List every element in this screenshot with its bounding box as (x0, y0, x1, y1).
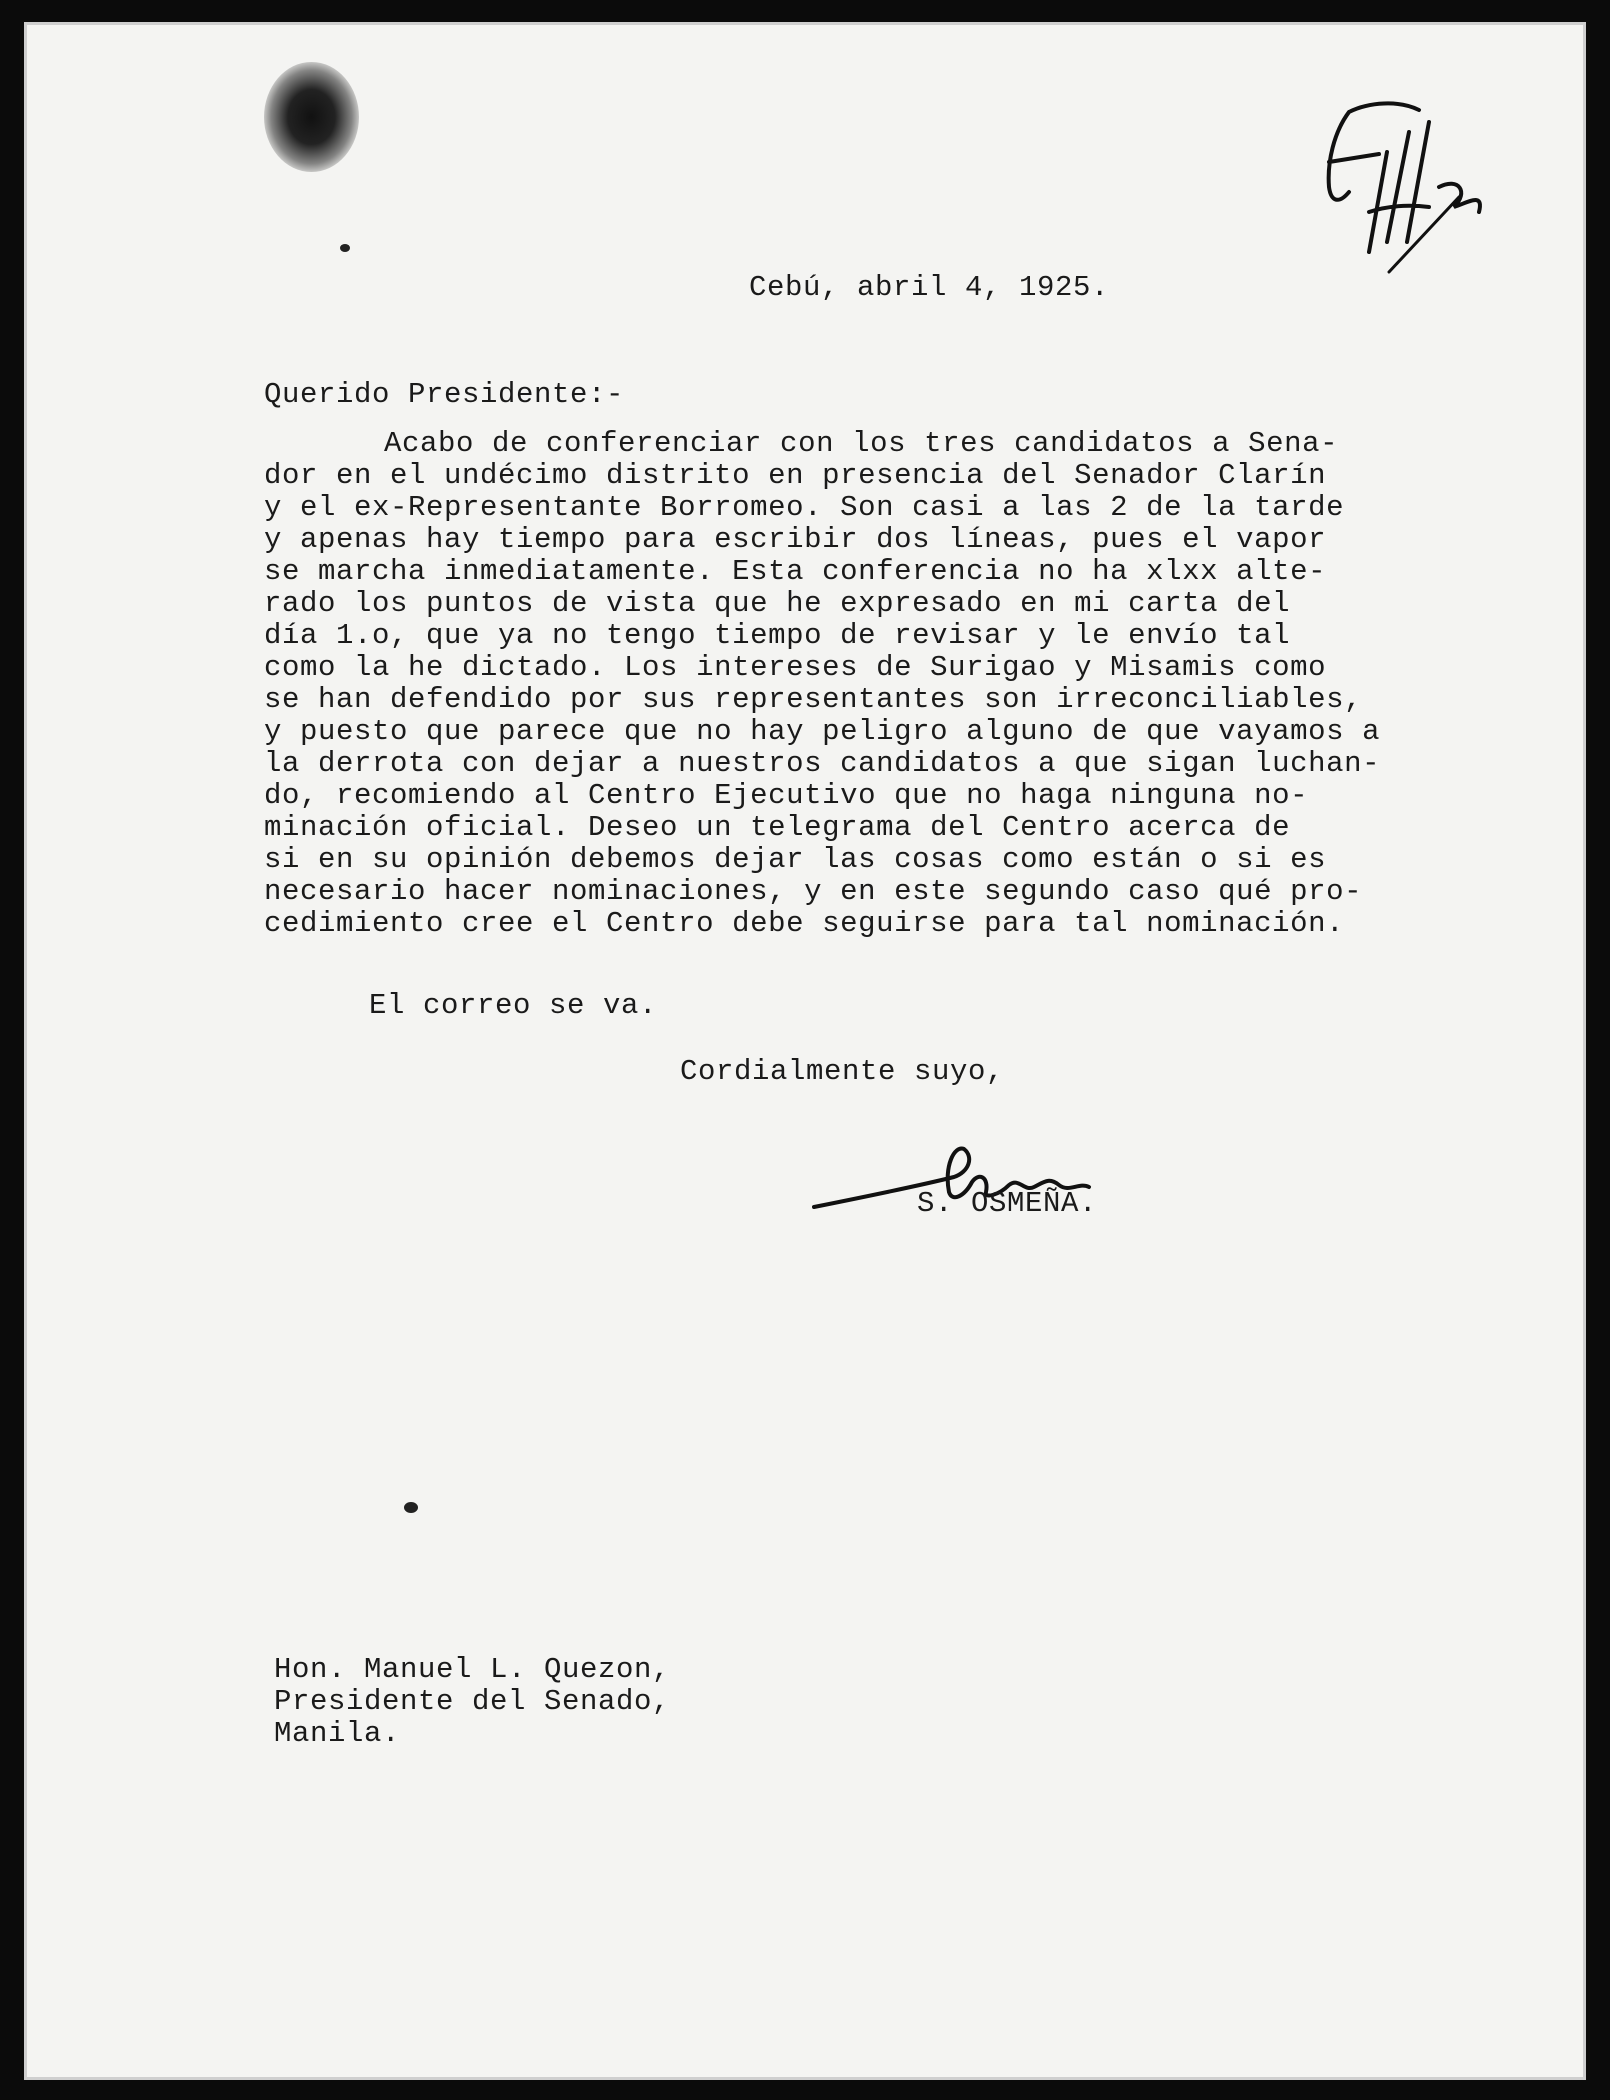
body-line: se han defendido por sus representantes son irreconciliables, (264, 683, 1363, 716)
body-line: dor en el undécimo distrito en presencia del Senador Clarín (264, 459, 1327, 492)
ink-speck (404, 1502, 418, 1513)
body-line: Acabo de conferenciar con los tres candidatos a Sena- (384, 427, 1339, 460)
body-line: se marcha inmediatamente. Esta conferencia no ha xlxx alte- (264, 555, 1327, 588)
closing: Cordialmente suyo, (680, 1055, 1005, 1088)
body-line: do, recomiendo al Centro Ejecutivo que no haga ninguna no- (264, 779, 1309, 812)
addressee-line: Manila. (274, 1717, 401, 1750)
letter-page (24, 22, 1586, 2080)
signature-name: S. OSMEÑA. (917, 1187, 1098, 1220)
body-line: si en su opinión debemos dejar las cosas como están o si es (264, 843, 1327, 876)
body-line: y puesto que parece que no hay peligro alguno de que vayamos a (264, 715, 1381, 748)
postscript: El correo se va. (369, 989, 658, 1022)
body-line: minación oficial. Deseo un telegrama del Centro acerca de (264, 811, 1291, 844)
body-line: la derrota con dejar a nuestros candidatos a que sigan luchan- (264, 747, 1381, 780)
handwritten-file-annotation (1309, 92, 1499, 292)
body-line: rado los puntos de vista que he expresado en mi carta del (264, 587, 1291, 620)
ink-smudge (264, 62, 359, 172)
body-line: y apenas hay tiempo para escribir dos líneas, pues el vapor (264, 523, 1327, 556)
addressee-line: Presidente del Senado, (274, 1685, 671, 1718)
body-line: día 1.o, que ya no tengo tiempo de revisar y le envío tal (264, 619, 1291, 652)
salutation: Querido Presidente:- (264, 378, 625, 411)
body-line: cedimiento cree el Centro debe seguirse para tal nominación. (264, 907, 1345, 940)
body-line: y el ex-Representante Borromeo. Son casi a las 2 de la tarde (264, 491, 1345, 524)
ink-speck (340, 244, 350, 252)
addressee-line: Hon. Manuel L. Quezon, (274, 1653, 671, 1686)
body-line: como la he dictado. Los intereses de Surigao y Misamis como (264, 651, 1327, 684)
letter-date: Cebú, abril 4, 1925. (749, 271, 1110, 304)
body-line: necesario hacer nominaciones, y en este segundo caso qué pro- (264, 875, 1363, 908)
